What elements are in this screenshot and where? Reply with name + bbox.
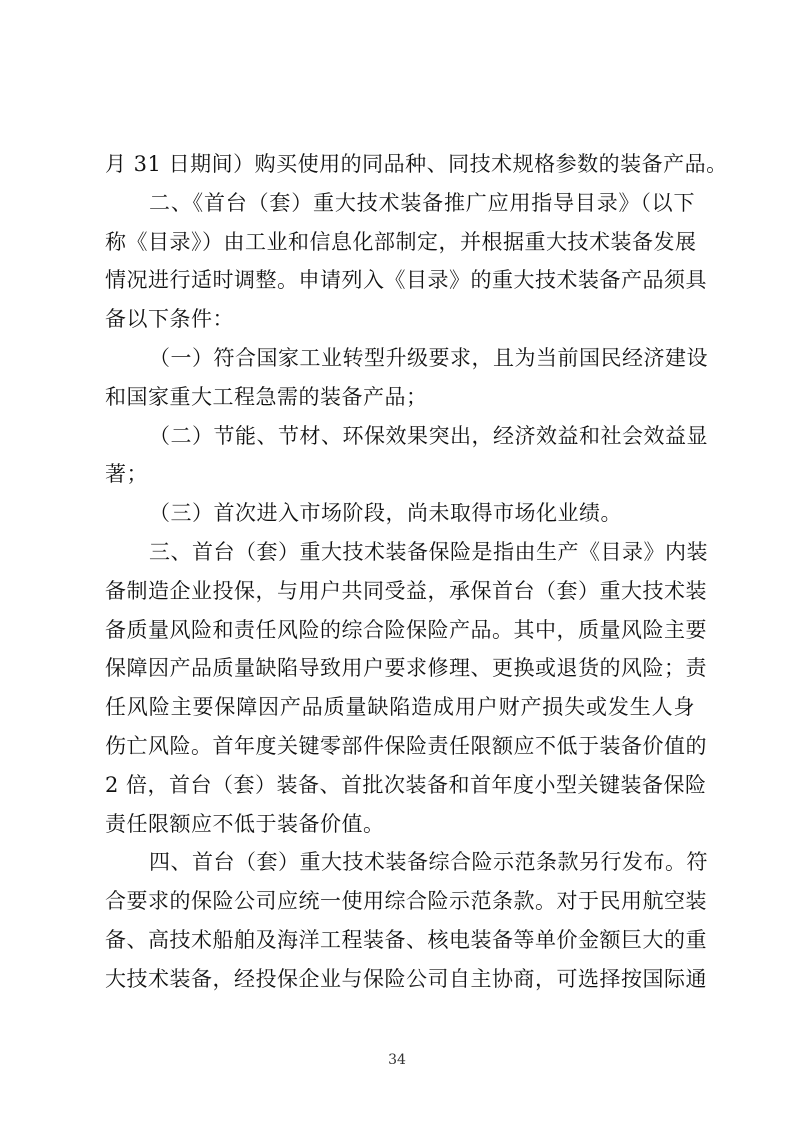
- text-line: 三、首台（套）重大技术装备保险是指由生产《目录》内装: [149, 539, 708, 564]
- text-line: （三）首次进入市场阶段，尚未取得市场化业绩。: [149, 501, 622, 526]
- text-line: 合要求的保险公司应统一使用综合险示范条款。对于民用航空装: [105, 889, 707, 914]
- text-line: （一）符合国家工业转型升级要求，且为当前国民经济建设: [149, 345, 708, 370]
- text-line: 备、高技术船舶及海洋工程装备、核电装备等单价金额巨大的重: [105, 927, 707, 952]
- text-line: 伤亡风险。首年度关键零部件保险责任限额应不低于装备价值的: [105, 733, 707, 758]
- text-line: 二、《首台（套）重大技术装备推广应用指导目录》（以下: [149, 190, 695, 215]
- text-line: 备制造企业投保，与用户共同受益，承保首台（套）重大技术装: [105, 578, 707, 603]
- page-number: 34: [388, 1052, 406, 1068]
- text-line: 保障因产品质量缺陷导致用户要求修理、更换或退货的风险；责: [105, 656, 707, 681]
- text-line: 备质量风险和责任风险的综合险保险产品。其中，质量风险主要: [105, 617, 707, 642]
- text-line: 情况进行适时调整。申请列入《目录》的重大技术装备产品须具: [105, 268, 707, 293]
- text-line: 备以下条件：: [105, 307, 234, 332]
- text-line: 和国家重大工程急需的装备产品；: [105, 384, 428, 409]
- text-line: 大技术装备，经投保企业与保险公司自主协商，可选择按国际通: [105, 966, 707, 991]
- text-line: 著；: [105, 462, 148, 487]
- text-line: （二）节能、节材、环保效果突出，经济效益和社会效益显: [149, 423, 708, 448]
- text-line: 四、首台（套）重大技术装备综合险示范条款另行发布。符: [149, 850, 708, 875]
- text-line: 任风险主要保障因产品质量缺陷造成用户财产损失或发生人身: [105, 695, 695, 720]
- text-line: 2 倍，首台（套）装备、首批次装备和首年度小型关键装备保险: [105, 772, 707, 797]
- text-line: 月 31 日期间）购买使用的同品种、同技术规格参数的装备产品。: [105, 152, 728, 176]
- text-line: 责任限额应不低于装备价值。: [105, 811, 385, 836]
- text-line: 称《目录》）由工业和信息化部制定，并根据重大技术装备发展: [105, 229, 697, 254]
- body-text: [105, 145, 728, 999]
